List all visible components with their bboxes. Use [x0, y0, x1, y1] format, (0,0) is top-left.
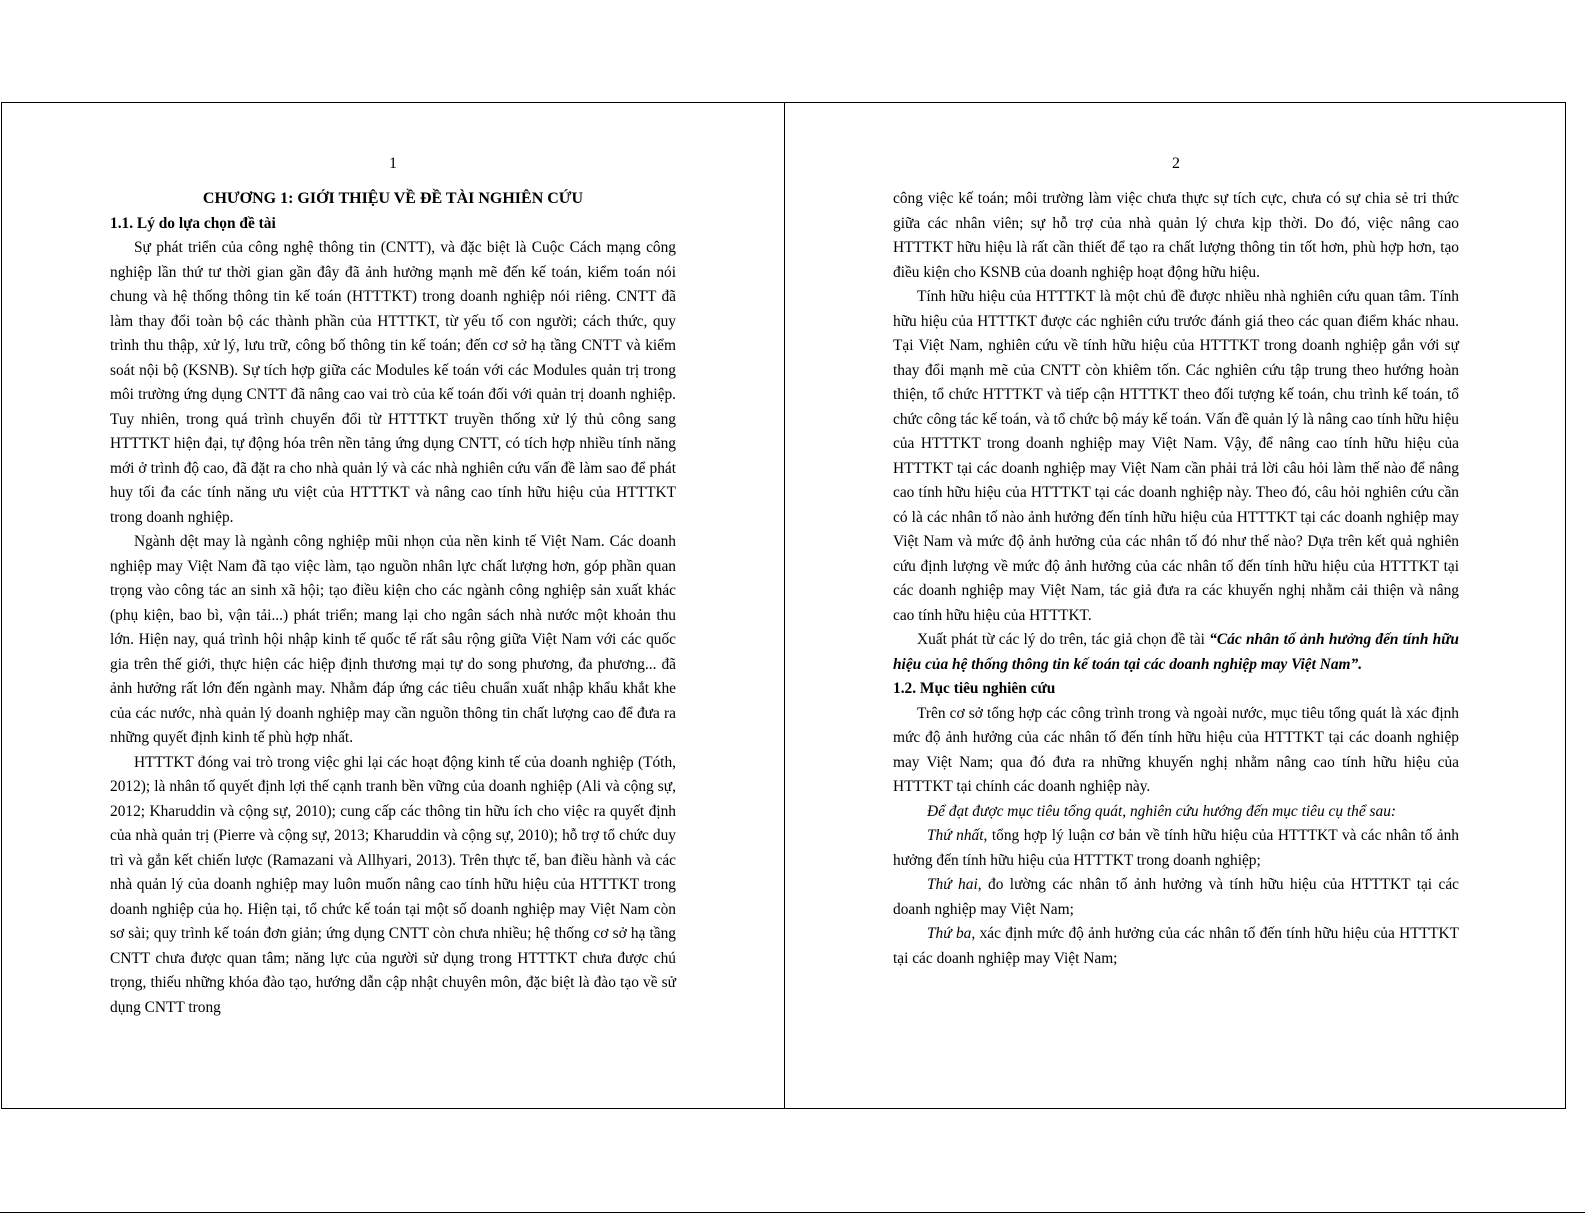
objective-label: Thứ hai: [927, 876, 978, 893]
page-number: 1: [389, 155, 397, 172]
paragraph: Sự phát triển của công nghệ thông tin (CNTT), và đặc biệt là Cuộc Cách mạng công nghiệp lần thứ tư thời gian gần đây đã ảnh hưởng mạnh mẽ đến kế toán, kiểm toán nói chung và hệ thống thông tin kế toán (HTTTKT) trong doanh nghiệp nói riêng. CNTT đã làm thay đổi toàn bộ các thành phần của HTTTKT, từ yếu tố con người; cách thức, quy trình thu thập, xử lý, lưu trữ, công bố thông tin kế toán; đến cơ sở hạ tầng CNTT và kiểm soát nội bộ (KSNB). Sự tích hợp giữa các Modules kế toán với các Modules quản trị trong môi trường ứng dụng CNTT đã nâng cao vai trò của kế toán đối với quản trị doanh nghiệp. Tuy nhiên, trong quá trình chuyển đổi từ HTTTKT truyền thống xử lý thủ công sang HTTTKT hiện đại, tự động hóa trên nền tảng ứng dụng CNTT, có tích hợp nhiều tính năng mới ở trình độ cao, đã đặt ra cho nhà quản lý và các nhà nghiên cứu vấn đề làm sao để phát huy tối đa các tính năng ưu việt của HTTTKT và nâng cao tính hữu hiệu của HTTTKT trong doanh nghiệp.: [110, 239, 676, 526]
objective-label: Thứ ba,: [927, 925, 976, 942]
chapter-title: CHƯƠNG 1: GIỚI THIỆU VỀ ĐỀ TÀI NGHIÊN CỨU: [202, 190, 584, 207]
paragraph-topic: [893, 628, 1459, 677]
section-heading: 1.2. Mục tiêu nghiên cứu: [893, 680, 1056, 697]
page-1: [2, 103, 784, 1108]
bottom-rule: [0, 1212, 1585, 1213]
objective-item: [893, 824, 1459, 873]
paragraph-continued: công việc kế toán; môi trường làm việc chưa thực sự tích cực, chưa có sự chia sẻ tri thức giữa các nhân viên; sự hỗ trợ của nhà quản lý chưa kịp thời. Do đó, việc nâng cao HTTTKT hữu hiệu là rất cần thiết để tạo ra chất lượng thông tin tốt hơn, phù hợp hơn, tạo điều kiện cho KSNB của doanh nghiệp hoạt động hữu hiệu.: [893, 190, 1459, 281]
paragraph: Tính hữu hiệu của HTTTKT là một chủ đề được nhiều nhà nghiên cứu quan tâm. Tính hữu hiệu của HTTTKT được các nghiên cứu trước đánh giá theo các quan điểm khác nhau. Tại Việt Nam, nghiên cứu về tính hữu hiệu của HTTTKT trong doanh nghiệp gắn với sự thay đổi mạnh mẽ của CNTT còn khiêm tốn. Các nghiên cứu tập trung theo hướng hoàn thiện, tổ chức HTTTKT và tiếp cận HTTTKT theo đối tượng kế toán, chu trình kế toán, tổ chức công tác kế toán, và tổ chức bộ máy kế toán. Vấn đề quản lý là nâng cao tính hữu hiệu của HTTTKT trong doanh nghiệp may Việt Nam. Vậy, để nâng cao tính hữu hiệu của HTTTKT tại các doanh nghiệp may Việt Nam cần phải trả lời câu hỏi làm thế nào để nâng cao tính hữu hiệu của HTTTKT tại các doanh nghiệp này. Theo đó, câu hỏi nghiên cứu cần có là các nhân tố nào ảnh hưởng đến tính hữu hiệu của HTTTKT tại các doanh nghiệp may Việt Nam và mức độ ảnh hưởng của các nhân tố đó như thế nào? Dựa trên kết quả nghiên cứu định lượng về mức độ ảnh hưởng của các nhân tố đến tính hữu hiệu của HTTTKT tại các doanh nghiệp may Việt Nam, tác giả đưa ra các khuyến nghị nhằm cải thiện và nâng cao tính hữu hiệu của HTTTKT.: [893, 288, 1459, 624]
objective-sep: ,: [977, 876, 988, 893]
section-heading: 1.1. Lý do lựa chọn đề tài: [110, 214, 276, 232]
page-number: 2: [1172, 155, 1180, 172]
objective-text: xác định mức độ ảnh hưởng của các nhân tố đến tính hữu hiệu của HTTTKT tại các doanh nghiệp may Việt Nam;: [893, 925, 1459, 967]
page-content: [110, 187, 676, 1020]
page-content: [893, 187, 1459, 971]
paragraph: Trên cơ sở tổng hợp các công trình trong và ngoài nước, mục tiêu tổng quát là xác định mức độ ảnh hưởng của các nhân tố đến tính hữu hiệu của HTTTKT tại các doanh nghiệp may Việt Nam; qua đó đưa ra những khuyến nghị nhằm nâng cao tính hữu hiệu của HTTTKT tại chính các doanh nghiệp này.: [893, 704, 1459, 795]
objective-sep: ,: [983, 827, 992, 844]
objective-label: Thứ nhất: [927, 827, 984, 844]
objective-item: [893, 873, 1459, 922]
objective-intro: Để đạt được mục tiêu tổng quát, nghiên cứu hướng đến mục tiêu cụ thể sau:: [927, 802, 1397, 820]
objective-item: [893, 922, 1459, 971]
objective-text: tổng hợp lý luận cơ bản về tính hữu hiệu của HTTTKT và các nhân tố ảnh hưởng đến tính hữu hiệu của HTTTKT trong doanh nghiệp;: [893, 827, 1460, 869]
page-2: [785, 103, 1567, 1108]
topic-title: “Các nhân tố ảnh hưởng đến tính hữu hiệu của hệ thống thông tin kế toán tại các doanh nghiệp may Việt Nam”.: [893, 631, 1459, 673]
objective-text: đo lường các nhân tố ảnh hưởng và tính hữu hiệu của HTTTKT tại các doanh nghiệp may Việt Nam;: [893, 876, 1459, 918]
paragraph: Ngành dệt may là ngành công nghiệp mũi nhọn của nền kinh tế Việt Nam. Các doanh nghiệp may Việt Nam đã tạo việc làm, tạo nguồn nhân lực chất lượng hơn, góp phần quan trọng vào công tác an sinh xã hội; tạo điều kiện cho các ngành công nghiệp sản xuất khác (phụ kiện, bao bì, vận tải...) phát triển; mang lại cho ngân sách nhà nước một khoản thu lớn. Hiện nay, quá trình hội nhập kinh tế quốc tế rất sâu rộng giữa Việt Nam với các quốc gia trên thế giới, thực hiện các hiệp định thương mại tự do song phương, đa phương... đã ảnh hưởng rất lớn đến ngành may. Nhằm đáp ứng các tiêu chuẩn xuất nhập khẩu khắt khe của các nước, nhà quản lý doanh nghiệp may cần nguồn thông tin chất lượng cao để đưa ra những quyết định kinh tế phù hợp nhất.: [110, 533, 676, 746]
topic-intro: Xuất phát từ các lý do trên, tác giả chọn đề tài: [917, 631, 1210, 648]
document-spread: [1, 102, 1566, 1109]
paragraph: HTTTKT đóng vai trò trong việc ghi lại các hoạt động kinh tế của doanh nghiệp (Tóth, 2012); là nhân tố quyết định lợi thế cạnh tranh bền vững của doanh nghiệp (Ali và cộng sự, 2012; Kharuddin và cộng sự, 2010); cung cấp các thông tin hữu ích cho việc ra quyết định của nhà quản trị (Pierre và cộng sự, 2013; Kharuddin và cộng sự, 2010); hỗ trợ tổ chức duy trì và gắn kết chiến lược (Ramazani và Allhyari, 2013). Trên thực tế, ban điều hành và các nhà quản lý của doanh nghiệp may luôn muốn nâng cao tính hữu hiệu của HTTTKT trong doanh nghiệp của họ. Hiện tại, tổ chức kế toán tại một số doanh nghiệp may Việt Nam còn sơ sài; quy trình kế toán đơn giản; ứng dụng CNTT còn chưa nhiều; hệ thống cơ sở hạ tầng CNTT chưa được quan tâm; năng lực của người sử dụng trong HTTTKT chưa được chú trọng, thiếu những khóa đào tạo, hướng dẫn cập nhật chuyên môn, đặc biệt là đào tạo về sử dụng CNTT trong: [110, 753, 676, 1016]
